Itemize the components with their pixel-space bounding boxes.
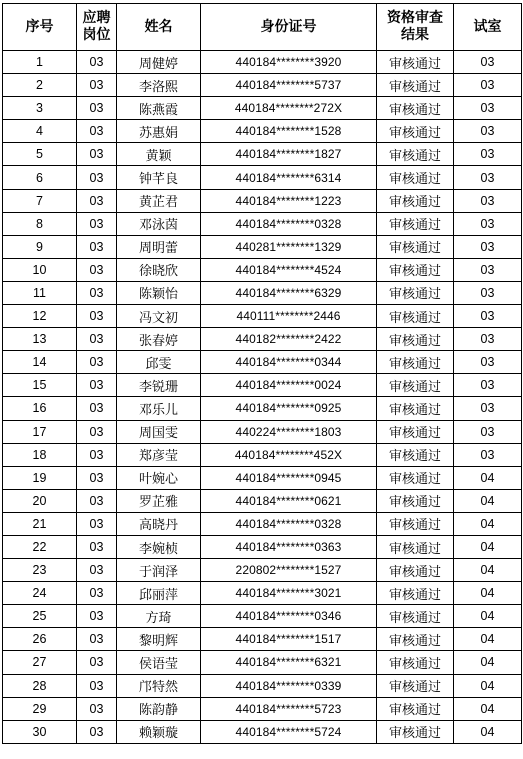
cell-review-result: 审核通过 <box>377 443 454 466</box>
cell-exam-room: 03 <box>454 97 522 120</box>
table-row <box>3 720 522 743</box>
table-row <box>3 120 522 143</box>
cell-review-result: 审核通过 <box>377 559 454 582</box>
cell-review-result: 审核通过 <box>377 374 454 397</box>
header-position: 应聘 岗位 <box>77 4 117 51</box>
cell-position: 03 <box>77 351 117 374</box>
cell-serial-number: 21 <box>3 512 77 535</box>
cell-review-result: 审核通过 <box>377 605 454 628</box>
cell-exam-room: 04 <box>454 466 522 489</box>
table-row <box>3 651 522 674</box>
cell-position: 03 <box>77 535 117 558</box>
cell-exam-room: 04 <box>454 489 522 512</box>
cell-name: 邱雯 <box>117 351 201 374</box>
cell-id-number: 440184********6321 <box>201 651 377 674</box>
cell-serial-number: 22 <box>3 535 77 558</box>
cell-name: 于润泽 <box>117 559 201 582</box>
cell-exam-room: 03 <box>454 189 522 212</box>
cell-position: 03 <box>77 720 117 743</box>
cell-exam-room: 04 <box>454 628 522 651</box>
cell-position: 03 <box>77 628 117 651</box>
cell-review-result: 审核通过 <box>377 166 454 189</box>
table-row <box>3 235 522 258</box>
cell-exam-room: 03 <box>454 166 522 189</box>
cell-exam-room: 03 <box>454 443 522 466</box>
cell-exam-room: 03 <box>454 235 522 258</box>
candidate-table <box>2 3 522 744</box>
cell-review-result: 审核通过 <box>377 189 454 212</box>
header-name: 姓名 <box>117 4 201 51</box>
cell-serial-number: 9 <box>3 235 77 258</box>
cell-position: 03 <box>77 258 117 281</box>
cell-review-result: 审核通过 <box>377 466 454 489</box>
cell-position: 03 <box>77 674 117 697</box>
cell-position: 03 <box>77 166 117 189</box>
header-id-number: 身份证号 <box>201 4 377 51</box>
table-row <box>3 374 522 397</box>
cell-exam-room: 03 <box>454 74 522 97</box>
cell-name: 邓泳茵 <box>117 212 201 235</box>
cell-name: 李锐珊 <box>117 374 201 397</box>
table-row <box>3 328 522 351</box>
cell-serial-number: 10 <box>3 258 77 281</box>
cell-serial-number: 19 <box>3 466 77 489</box>
cell-review-result: 审核通过 <box>377 143 454 166</box>
cell-name: 方琦 <box>117 605 201 628</box>
table-row <box>3 420 522 443</box>
cell-position: 03 <box>77 189 117 212</box>
cell-id-number: 440111********2446 <box>201 305 377 328</box>
cell-name: 张春婷 <box>117 328 201 351</box>
cell-position: 03 <box>77 212 117 235</box>
cell-name: 周国雯 <box>117 420 201 443</box>
cell-position: 03 <box>77 305 117 328</box>
table-row <box>3 535 522 558</box>
cell-exam-room: 04 <box>454 697 522 720</box>
cell-name: 周健婷 <box>117 51 201 74</box>
cell-id-number: 440184********0328 <box>201 512 377 535</box>
cell-serial-number: 16 <box>3 397 77 420</box>
cell-name: 高晓丹 <box>117 512 201 535</box>
cell-serial-number: 27 <box>3 651 77 674</box>
cell-serial-number: 23 <box>3 559 77 582</box>
cell-id-number: 440184********0945 <box>201 466 377 489</box>
cell-exam-room: 03 <box>454 397 522 420</box>
table-row <box>3 305 522 328</box>
cell-position: 03 <box>77 374 117 397</box>
cell-name: 赖颖璇 <box>117 720 201 743</box>
cell-name: 黄颖 <box>117 143 201 166</box>
cell-exam-room: 04 <box>454 605 522 628</box>
cell-serial-number: 2 <box>3 74 77 97</box>
table-row <box>3 143 522 166</box>
cell-position: 03 <box>77 97 117 120</box>
cell-id-number: 440184********272X <box>201 97 377 120</box>
cell-position: 03 <box>77 582 117 605</box>
cell-review-result: 审核通过 <box>377 535 454 558</box>
cell-review-result: 审核通过 <box>377 628 454 651</box>
cell-review-result: 审核通过 <box>377 582 454 605</box>
cell-review-result: 审核通过 <box>377 351 454 374</box>
cell-review-result: 审核通过 <box>377 420 454 443</box>
cell-position: 03 <box>77 651 117 674</box>
cell-position: 03 <box>77 328 117 351</box>
cell-name: 邱丽萍 <box>117 582 201 605</box>
cell-exam-room: 03 <box>454 258 522 281</box>
cell-name: 钟芊良 <box>117 166 201 189</box>
header-review-result: 资格审查 结果 <box>377 4 454 51</box>
cell-review-result: 审核通过 <box>377 258 454 281</box>
cell-exam-room: 04 <box>454 512 522 535</box>
cell-serial-number: 17 <box>3 420 77 443</box>
cell-position: 03 <box>77 281 117 304</box>
cell-serial-number: 5 <box>3 143 77 166</box>
cell-review-result: 审核通过 <box>377 651 454 674</box>
cell-name: 黎明辉 <box>117 628 201 651</box>
cell-review-result: 审核通过 <box>377 305 454 328</box>
cell-serial-number: 14 <box>3 351 77 374</box>
header-exam-room: 试室 <box>454 4 522 51</box>
cell-id-number: 440184********0621 <box>201 489 377 512</box>
cell-id-number: 440184********4524 <box>201 258 377 281</box>
cell-serial-number: 7 <box>3 189 77 212</box>
cell-id-number: 440224********1803 <box>201 420 377 443</box>
cell-id-number: 440184********0346 <box>201 605 377 628</box>
cell-serial-number: 18 <box>3 443 77 466</box>
cell-id-number: 440184********6329 <box>201 281 377 304</box>
cell-name: 冯文初 <box>117 305 201 328</box>
cell-exam-room: 03 <box>454 51 522 74</box>
cell-review-result: 审核通过 <box>377 74 454 97</box>
cell-id-number: 440184********0024 <box>201 374 377 397</box>
cell-serial-number: 1 <box>3 51 77 74</box>
cell-exam-room: 03 <box>454 328 522 351</box>
cell-name: 陈颖怡 <box>117 281 201 304</box>
cell-review-result: 审核通过 <box>377 120 454 143</box>
cell-position: 03 <box>77 420 117 443</box>
cell-id-number: 440184********3021 <box>201 582 377 605</box>
cell-name: 侯语莹 <box>117 651 201 674</box>
cell-name: 黄芷君 <box>117 189 201 212</box>
cell-serial-number: 4 <box>3 120 77 143</box>
cell-review-result: 审核通过 <box>377 212 454 235</box>
cell-serial-number: 24 <box>3 582 77 605</box>
header-serial-number: 序号 <box>3 4 77 51</box>
table-row <box>3 97 522 120</box>
cell-exam-room: 04 <box>454 674 522 697</box>
cell-serial-number: 29 <box>3 697 77 720</box>
cell-exam-room: 03 <box>454 420 522 443</box>
cell-serial-number: 8 <box>3 212 77 235</box>
cell-serial-number: 30 <box>3 720 77 743</box>
cell-id-number: 440184********5723 <box>201 697 377 720</box>
table-row <box>3 281 522 304</box>
cell-exam-room: 04 <box>454 651 522 674</box>
cell-review-result: 审核通过 <box>377 674 454 697</box>
cell-name: 李洛熙 <box>117 74 201 97</box>
cell-id-number: 220802********1527 <box>201 559 377 582</box>
cell-id-number: 440184********1827 <box>201 143 377 166</box>
cell-exam-room: 04 <box>454 559 522 582</box>
table-row <box>3 697 522 720</box>
cell-position: 03 <box>77 143 117 166</box>
table-row <box>3 189 522 212</box>
cell-name: 陈燕霞 <box>117 97 201 120</box>
cell-id-number: 440184********6314 <box>201 166 377 189</box>
cell-position: 03 <box>77 235 117 258</box>
cell-exam-room: 04 <box>454 582 522 605</box>
cell-name: 叶婉心 <box>117 466 201 489</box>
cell-position: 03 <box>77 466 117 489</box>
cell-id-number: 440184********3920 <box>201 51 377 74</box>
table-row <box>3 397 522 420</box>
cell-exam-room: 03 <box>454 120 522 143</box>
table-row <box>3 466 522 489</box>
cell-serial-number: 28 <box>3 674 77 697</box>
cell-name: 李婉桢 <box>117 535 201 558</box>
cell-id-number: 440184********0925 <box>201 397 377 420</box>
cell-id-number: 440184********1528 <box>201 120 377 143</box>
cell-serial-number: 26 <box>3 628 77 651</box>
cell-id-number: 440184********452X <box>201 443 377 466</box>
cell-exam-room: 04 <box>454 720 522 743</box>
cell-review-result: 审核通过 <box>377 697 454 720</box>
table-row <box>3 582 522 605</box>
cell-position: 03 <box>77 120 117 143</box>
cell-id-number: 440184********1517 <box>201 628 377 651</box>
cell-exam-room: 03 <box>454 374 522 397</box>
cell-position: 03 <box>77 489 117 512</box>
cell-position: 03 <box>77 512 117 535</box>
table-body <box>3 51 522 744</box>
cell-review-result: 审核通过 <box>377 235 454 258</box>
cell-exam-room: 04 <box>454 535 522 558</box>
cell-position: 03 <box>77 443 117 466</box>
cell-name: 周明蕾 <box>117 235 201 258</box>
table-row <box>3 258 522 281</box>
cell-serial-number: 13 <box>3 328 77 351</box>
cell-position: 03 <box>77 697 117 720</box>
cell-id-number: 440184********0339 <box>201 674 377 697</box>
table-row <box>3 351 522 374</box>
table-row <box>3 559 522 582</box>
table-row <box>3 628 522 651</box>
cell-exam-room: 03 <box>454 281 522 304</box>
cell-name: 邝特然 <box>117 674 201 697</box>
cell-review-result: 审核通过 <box>377 51 454 74</box>
cell-name: 罗芷雅 <box>117 489 201 512</box>
table-row <box>3 489 522 512</box>
cell-position: 03 <box>77 74 117 97</box>
cell-review-result: 审核通过 <box>377 720 454 743</box>
cell-id-number: 440184********5737 <box>201 74 377 97</box>
cell-position: 03 <box>77 559 117 582</box>
cell-id-number: 440281********1329 <box>201 235 377 258</box>
cell-serial-number: 20 <box>3 489 77 512</box>
cell-name: 邓乐儿 <box>117 397 201 420</box>
cell-position: 03 <box>77 397 117 420</box>
cell-review-result: 审核通过 <box>377 97 454 120</box>
table-header-row <box>3 4 522 51</box>
cell-id-number: 440182********2422 <box>201 328 377 351</box>
cell-exam-room: 03 <box>454 351 522 374</box>
table-row <box>3 443 522 466</box>
table-row <box>3 674 522 697</box>
cell-id-number: 440184********0344 <box>201 351 377 374</box>
cell-id-number: 440184********1223 <box>201 189 377 212</box>
cell-serial-number: 12 <box>3 305 77 328</box>
cell-exam-room: 03 <box>454 212 522 235</box>
cell-review-result: 审核通过 <box>377 397 454 420</box>
cell-id-number: 440184********0328 <box>201 212 377 235</box>
table-row <box>3 212 522 235</box>
cell-exam-room: 03 <box>454 305 522 328</box>
cell-review-result: 审核通过 <box>377 489 454 512</box>
cell-name: 徐晓欣 <box>117 258 201 281</box>
cell-name: 陈韵静 <box>117 697 201 720</box>
cell-position: 03 <box>77 605 117 628</box>
cell-position: 03 <box>77 51 117 74</box>
cell-id-number: 440184********0363 <box>201 535 377 558</box>
table-row <box>3 512 522 535</box>
cell-review-result: 审核通过 <box>377 512 454 535</box>
table-row <box>3 605 522 628</box>
cell-serial-number: 25 <box>3 605 77 628</box>
cell-review-result: 审核通过 <box>377 328 454 351</box>
cell-exam-room: 03 <box>454 143 522 166</box>
cell-review-result: 审核通过 <box>377 281 454 304</box>
cell-name: 郑彦莹 <box>117 443 201 466</box>
cell-serial-number: 11 <box>3 281 77 304</box>
cell-serial-number: 15 <box>3 374 77 397</box>
cell-id-number: 440184********5724 <box>201 720 377 743</box>
table-row <box>3 74 522 97</box>
table-row <box>3 51 522 74</box>
cell-name: 苏惠娟 <box>117 120 201 143</box>
cell-serial-number: 6 <box>3 166 77 189</box>
candidate-table-wrapper <box>2 3 522 744</box>
cell-serial-number: 3 <box>3 97 77 120</box>
table-row <box>3 166 522 189</box>
